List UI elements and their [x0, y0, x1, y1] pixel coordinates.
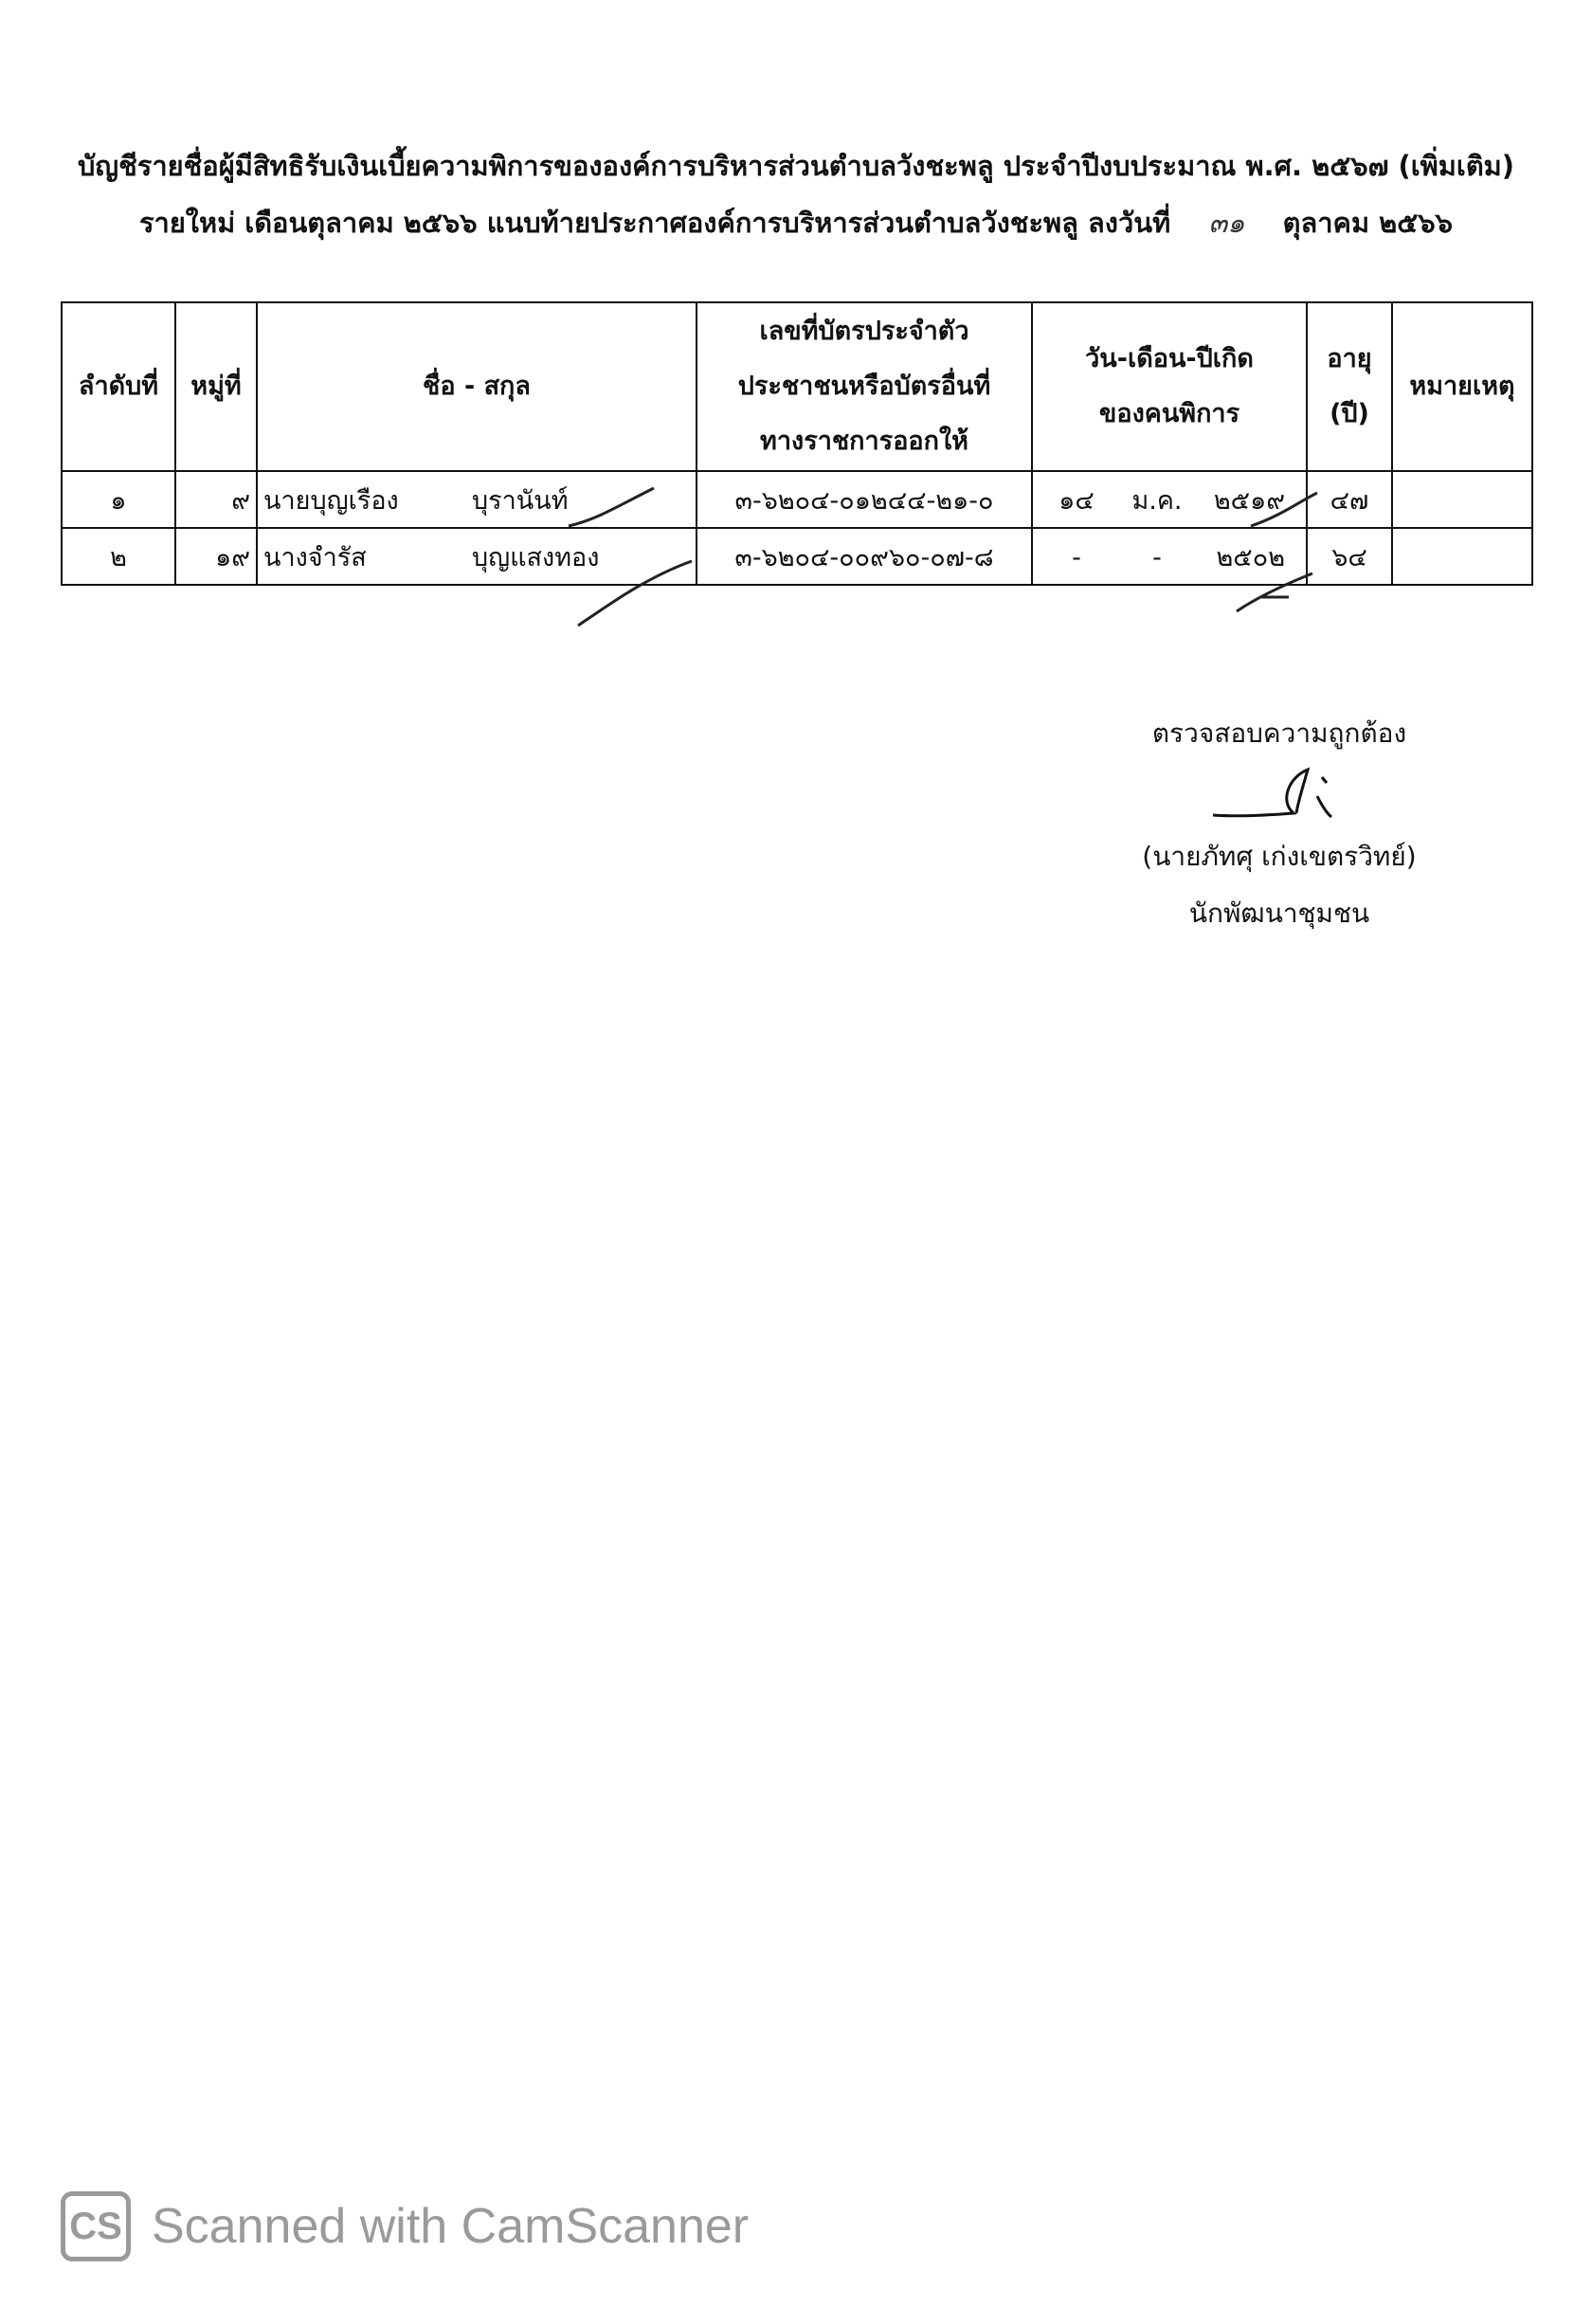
- cell-village: ๑๙: [175, 528, 257, 585]
- last-name: บุรานันท์: [472, 485, 569, 516]
- table-header-row: [62, 302, 1532, 471]
- header-dob-line-2: ของคนพิการ: [1098, 399, 1240, 428]
- document-title-line-2: [0, 201, 1592, 245]
- last-name: บุญแสงทอง: [472, 542, 600, 572]
- handwritten-day: ๓๑: [1208, 207, 1245, 239]
- cell-name: [257, 471, 696, 528]
- header-age: [1307, 302, 1392, 471]
- title-line-2-text: รายใหม่ เดือนตุลาคม ๒๕๖๖ แนบท้ายประกาศองค์การบริหารส่วนตำบลวังชะพลู ลงวันที่: [138, 207, 1171, 239]
- header-id-line-1: เลขที่บัตรประจำตัว: [759, 317, 969, 346]
- dob-year: ๒๕๐๒: [1216, 542, 1285, 572]
- verification-label: ตรวจสอบความถูกต้อง: [1151, 717, 1407, 749]
- document-title-line-1: บัญชีรายชื่อผู้มีสิทธิรับเงินเบี้ยความพิการขององค์การบริหารส่วนตำบลวังชะพลู ประจำปีงบประมาณ พ.ศ. ๒๕๖๗ (เพิ่มเติม): [77, 150, 1515, 182]
- cell-remark: [1392, 471, 1532, 528]
- cell-age: ๖๔: [1307, 528, 1392, 585]
- first-name: นายบุญเรือง: [263, 485, 399, 516]
- dob-month: -: [1152, 542, 1162, 572]
- dob-day: -: [1072, 542, 1081, 572]
- dob-year: ๒๕๑๙: [1213, 485, 1285, 516]
- header-id-line-3: ทางราชการออกให้: [760, 427, 968, 456]
- header-seq: ลำดับที่: [62, 302, 175, 471]
- signature: [1203, 758, 1355, 834]
- beneficiary-table: [61, 301, 1533, 586]
- cell-id-number: ๓-๖๒๐๔-๐๐๙๖๐-๐๗-๘: [696, 528, 1032, 585]
- watermark-text: Scanned with CamScanner: [152, 2199, 750, 2254]
- signer-position: นักพัฒนาชุมชน: [1188, 898, 1370, 929]
- header-name: ชื่อ - สกุล: [257, 302, 696, 471]
- dob-month: ม.ค.: [1131, 485, 1183, 516]
- camscanner-logo-icon: CS: [61, 2191, 131, 2261]
- cell-remark: [1392, 528, 1532, 585]
- dob-day: ๑๔: [1058, 485, 1094, 516]
- header-dob: [1032, 302, 1307, 471]
- header-remark: หมายเหตุ: [1392, 302, 1532, 471]
- cell-village: ๙: [175, 471, 257, 528]
- title-line-2-month: ตุลาคม ๒๕๖๖: [1282, 207, 1454, 239]
- header-age-line-2: (ปี): [1330, 399, 1369, 428]
- cell-dob: [1032, 528, 1307, 585]
- table-row: [62, 528, 1532, 585]
- header-village: หมู่ที่: [175, 302, 257, 471]
- cell-name: [257, 528, 696, 585]
- header-dob-line-1: วัน-เดือน-ปีเกิด: [1085, 344, 1254, 373]
- signer-name: (นายภัทศุ เก่งเขตรวิทย์): [1142, 841, 1417, 872]
- scanner-watermark: [61, 2191, 749, 2261]
- cell-age: ๔๗: [1307, 471, 1392, 528]
- header-age-line-1: อายุ: [1327, 344, 1372, 373]
- cell-dob: [1032, 471, 1307, 528]
- header-id-number: [696, 302, 1032, 471]
- header-id-line-2: ประชาชนหรือบัตรอื่นที่: [737, 372, 991, 401]
- cell-seq: ๑: [62, 471, 175, 528]
- first-name: นางจำรัส: [263, 542, 367, 572]
- cell-id-number: ๓-๖๒๐๔-๐๑๒๔๔-๒๑-๐: [696, 471, 1032, 528]
- cell-seq: ๒: [62, 528, 175, 585]
- table-row: [62, 471, 1532, 528]
